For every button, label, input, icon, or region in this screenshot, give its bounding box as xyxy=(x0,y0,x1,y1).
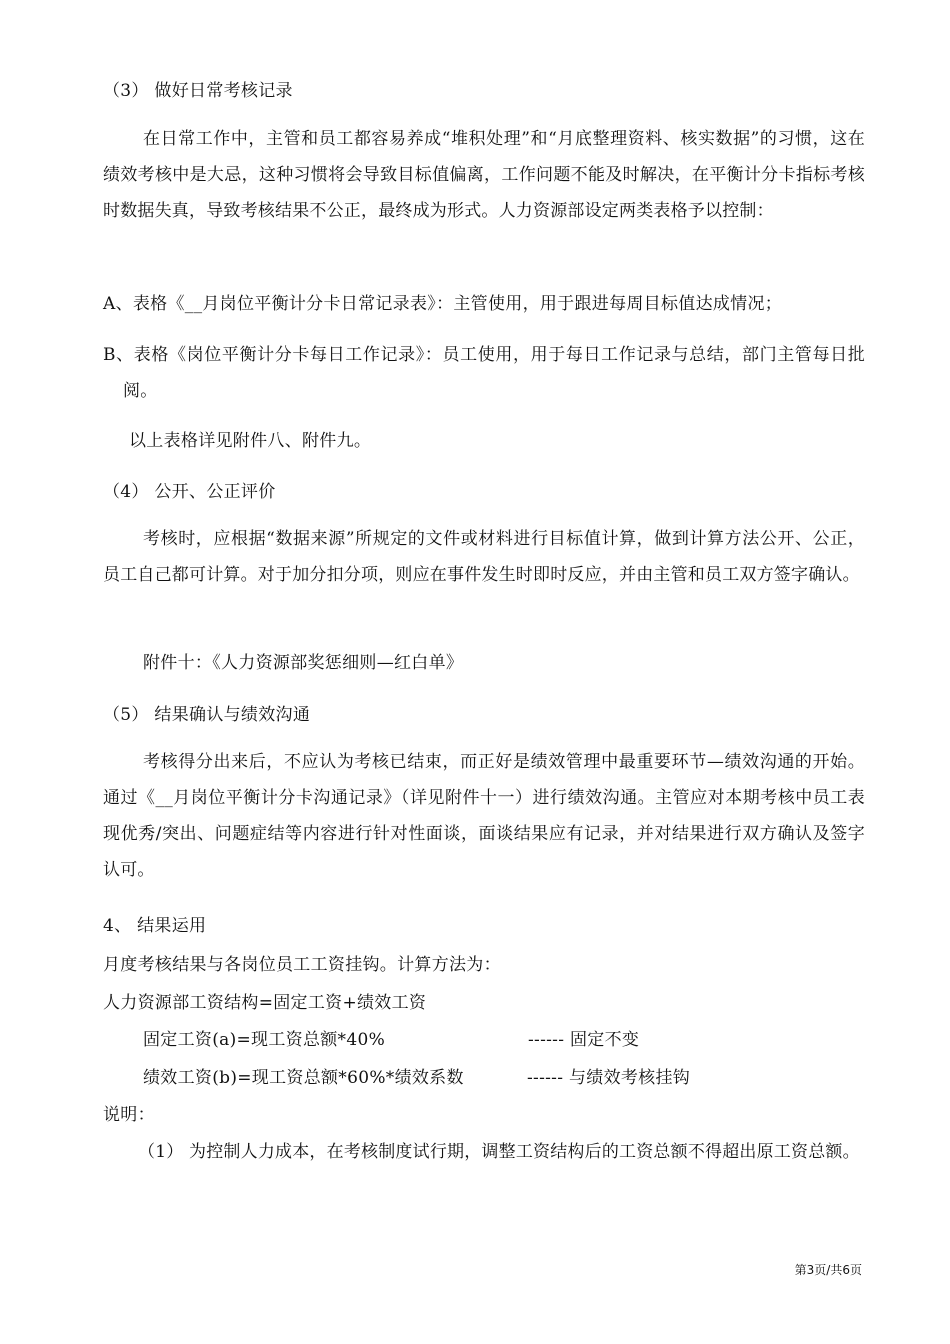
section-heading-5: （5） 结果确认与绩效沟通 xyxy=(103,705,311,725)
performance-wage-formula: 绩效工资(b)=现工资总额*60%*绩效系数 xyxy=(143,1068,464,1088)
section-3-item-b: B、表格《岗位平衡计分卡每日工作记录》：员工使用，用于每日工作记录与总结，部门主管每日批阅。 xyxy=(103,345,865,401)
explanation-item-1: （1） 为控制人力成本，在考核制度试行期，调整工资结构后的工资总额不得超出原工资总额。 xyxy=(138,1142,860,1162)
section-heading-3: （3） 做好日常考核记录 xyxy=(103,81,293,101)
result-heading: 4、 结果运用 xyxy=(103,916,207,936)
fixed-wage-formula: 固定工资(a)=现工资总额*40% xyxy=(143,1030,386,1050)
section-4-paragraph: 考核时，应根据“数据来源”所规定的文件或材料进行目标值计算，做到计算方法公开、公正，员工自己都可计算。对于加分扣分项，则应在事件发生时即时反应，并由主管和员工双方签字确认。 xyxy=(103,529,865,585)
explanation-label: 说明： xyxy=(103,1105,155,1125)
performance-wage-note: ------ 与绩效考核挂钩 xyxy=(527,1068,691,1088)
section-3-paragraph: 在日常工作中，主管和员工都容易养成“堆积处理”和“月底整理资料、核实数据”的习惯，这在绩效考核中是大忌，这种习惯将会导致目标值偏离，工作问题不能及时解决，在平衡计分卡指标考核时数据失真，导致考核结果不公正，最终成为形式。人力资源部设定两类表格予以控制： xyxy=(103,129,865,221)
result-line-1: 月度考核结果与各岗位员工工资挂钩。计算方法为： xyxy=(103,955,501,975)
section-3-note: 以上表格详见附件八、附件九。 xyxy=(129,431,372,451)
fixed-wage-note: ------ 固定不变 xyxy=(528,1030,640,1050)
result-line-2: 人力资源部工资结构=固定工资+绩效工资 xyxy=(103,993,427,1013)
section-4-note: 附件十：《人力资源部奖惩细则—红白单》 xyxy=(143,653,464,673)
section-5-paragraph: 考核得分出来后，不应认为考核已结束，而正好是绩效管理中最重要环节—绩效沟通的开始。通过《__月岗位平衡计分卡沟通记录》（详见附件十一）进行绩效沟通。主管应对本期考核中员工表现优秀/突出、问题症结等内容进行针对性面谈，面谈结果应有记录，并对结果进行双方确认及签字认可。 xyxy=(103,752,865,880)
page-number: 第3页/共6页 xyxy=(794,1263,862,1277)
section-heading-4: （4） 公开、公正评价 xyxy=(103,482,276,502)
section-3-item-a: A、表格《__月岗位平衡计分卡日常记录表》：主管使用，用于跟进每周目标值达成情况； xyxy=(103,294,783,314)
